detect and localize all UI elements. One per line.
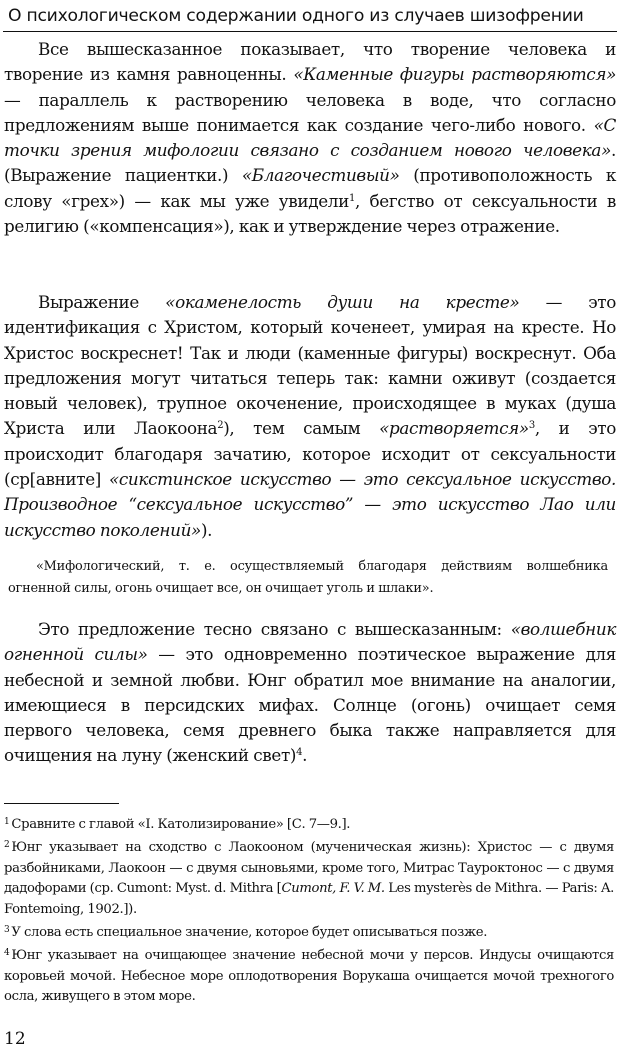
footnote-ref-3: 3 bbox=[528, 420, 535, 432]
footnote-2-italic: Cumont, F. V. M. bbox=[281, 881, 385, 897]
footnote-4-number: 4 bbox=[4, 948, 10, 959]
paragraph-1-text-3: . (Выражение пациентки.) bbox=[4, 140, 616, 186]
footnote-3-text: У слова есть специальное значение, которое будет описываться позже. bbox=[11, 925, 488, 941]
footnotes bbox=[4, 812, 614, 1008]
footnote-3-number: 3 bbox=[4, 925, 10, 936]
paragraph-2-text-3: ), тем самым bbox=[223, 418, 380, 439]
paragraph-1-quote-1: «Каменные фигуры растворяются» bbox=[293, 64, 616, 85]
paragraph-1-text-2: — параллель к растворению человека в воде, что согласно предложениям выше понимается как создание чего-либо нового. bbox=[4, 89, 616, 135]
footnote-2-text: Юнг указывает на сходство с Лаокооном (мученическая жизнь): Христос — с двумя разбойниками, Лаокоон — с двумя сыновьями, кроме того, Митрас Тауроктонос — с двумя дадофорами (ср. Cumont: Myst. d. Mithra [ bbox=[4, 840, 614, 897]
paragraph-1-quote-2: «С точки зрения мифологии связано с созданием нового человека» bbox=[4, 114, 616, 161]
footnote-ref-1: 1 bbox=[348, 192, 355, 204]
paragraph-2-text-5: ). bbox=[200, 519, 213, 540]
footnote-2-number: 2 bbox=[4, 840, 10, 851]
footnote-3 bbox=[4, 920, 614, 943]
paragraph-2-quote-1: «окаменелость души на кресте» bbox=[165, 292, 520, 312]
paragraph-3-text-2: — это одновременно поэтическое выражение для небесной и земной любви. Юнг обратил мое внимание на аналогии, имеющиеся в персидских мифах. Солнце (огонь) очищает семя первого человека, семя древнего быка также направляется для очищения на луну (женский свет) bbox=[4, 644, 616, 766]
footnote-1-number: 1 bbox=[4, 817, 10, 827]
footnote-1-text: Сравните с главой «I. Католизирование» [С. 7—9.]. bbox=[11, 817, 351, 832]
footnote-rule bbox=[4, 803, 119, 804]
block-quote bbox=[8, 556, 608, 600]
page-number: 12 bbox=[4, 1029, 26, 1049]
paragraph-1-text-5: , бегство от сексуальности в религию («компенсация»), как и утверждение через отражение. bbox=[4, 190, 616, 237]
footnote-4-text: Юнг указывает на очищающее значение небесной мочи у персов. Индусы очищаются коровьей мочой. Небесное море оплодотворения Ворукаша очищается мочой трехногого осла, живущего в этом море. bbox=[4, 948, 614, 1005]
paragraph-2 bbox=[4, 290, 616, 543]
paragraph-1-text-4: (противоположность к слову «грех») — как мы уже увидели bbox=[4, 165, 617, 211]
paragraph-3-text-3: . bbox=[302, 745, 308, 766]
paragraph-2-quote-2: «растворяется» bbox=[379, 418, 529, 439]
paragraph-1 bbox=[4, 37, 616, 239]
header-rule bbox=[3, 31, 617, 32]
footnote-ref-4: 4 bbox=[296, 747, 303, 759]
paragraph-3-quote-1: «волшебник огненной силы» bbox=[4, 619, 616, 665]
running-head: О психологическом содержании одного из случаев шизофрении bbox=[8, 6, 584, 26]
footnote-2-tail: Les mysterès de Mithra. — Paris: A. Fontemoing, 1902.]). bbox=[4, 881, 614, 917]
paragraph-2-text-4: , и это происходит благодаря зачатию, которое исходит от сексуальности (ср[авните] bbox=[4, 418, 616, 490]
block-quote-text: «Мифологический, т. е. осуществляемый благодаря действиям волшебника огненной силы, огонь очищает все, он очищает уголь и шлаки». bbox=[8, 559, 608, 596]
footnote-4 bbox=[4, 943, 614, 1007]
footnote-2 bbox=[4, 835, 614, 920]
paragraph-2-quote-3: «сикстинское искусство — это сексуальное искусство. Производное “сексуальное искусство” — это искусство Лао или искусство поколений» bbox=[4, 469, 616, 540]
paragraph-1-text-1: Все вышесказанное показывает, что творение человека и творение из камня равноценны. bbox=[4, 39, 616, 85]
paragraph-1-quote-3: «Благочестивый» bbox=[241, 165, 400, 186]
paragraph-3-text-1: Это предложение тесно связано с вышесказанным: bbox=[38, 619, 511, 639]
footnote-1 bbox=[4, 812, 614, 835]
footnote-ref-2: 2 bbox=[217, 420, 224, 432]
paragraph-2-text-2: — это идентификация с Христом, который коченеет, умирая на кресте. Но Христос воскреснет! Так и люди (каменные фигуры) воскреснут. Оба предложения могут читаться теперь так: камни оживут (создается новый человек), трупное окоченение, происходящее в муках (душа Христа или Лаокоона bbox=[4, 292, 616, 439]
paragraph-2-text-1: Выражение bbox=[38, 292, 166, 312]
paragraph-3 bbox=[4, 617, 616, 769]
